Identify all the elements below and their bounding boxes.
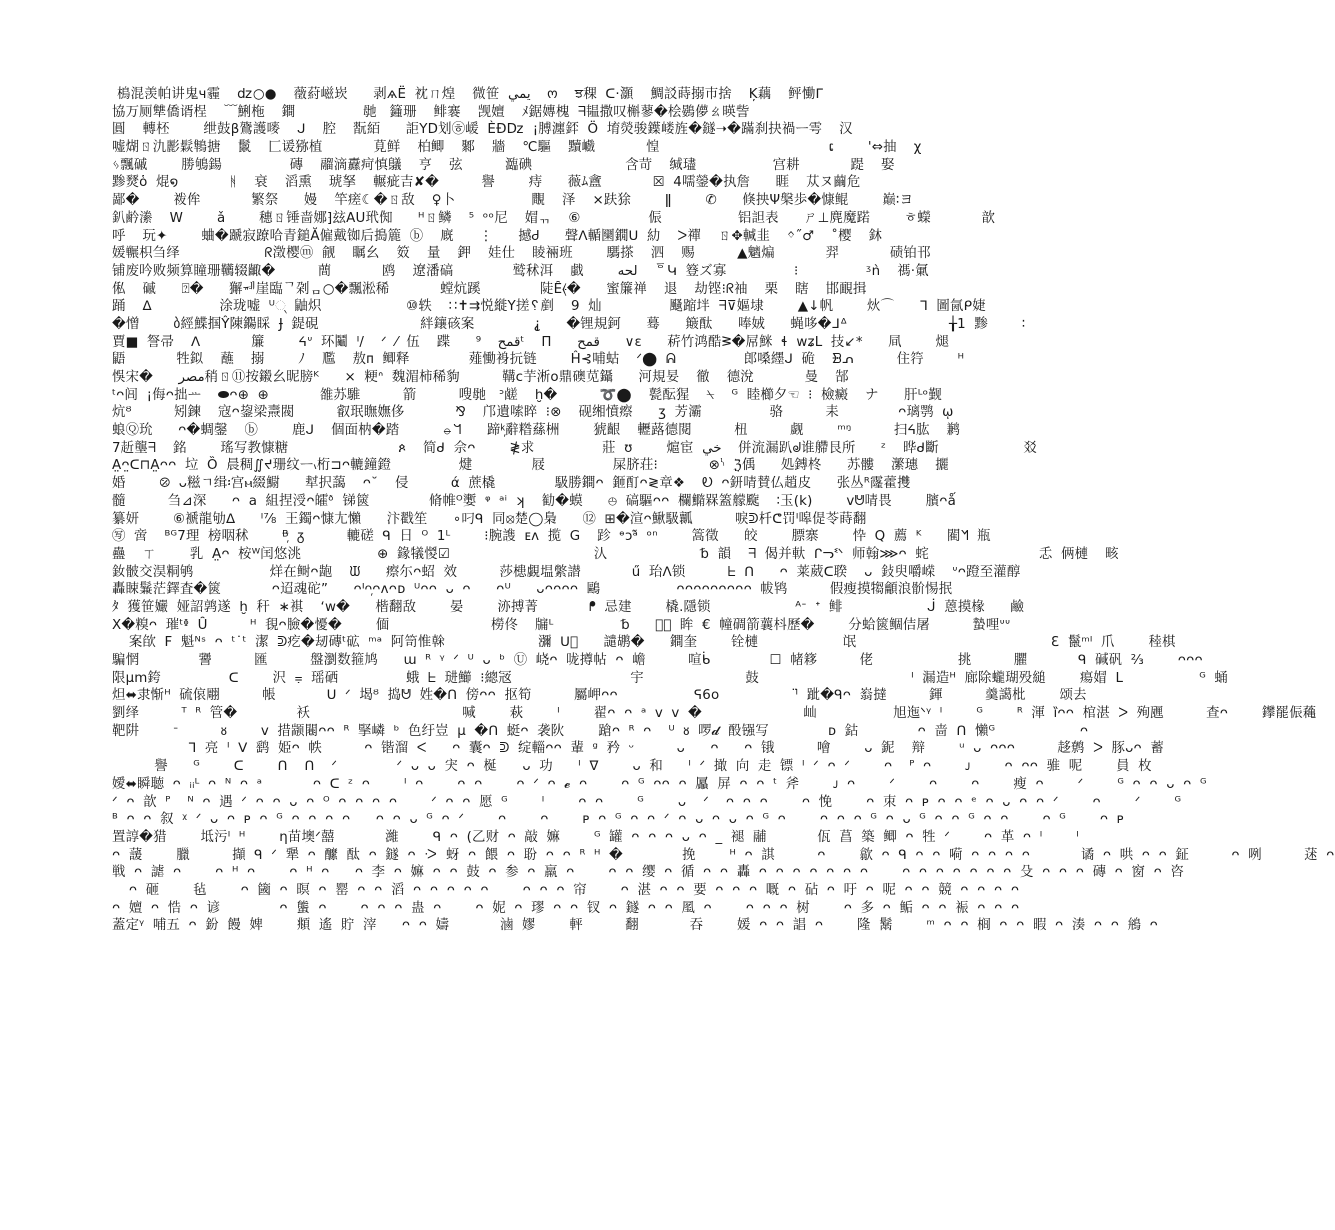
text-line: 劉绎 ᵀ ᴿ 管� 袄 喊 萩 ᴵ 翟ᴖ ᴖ ᵃ ᴠ ᴠ � 屾 旭迤ᐠᵞ ᴵ ᴳ ᴿ 渾 ȉᴖᴖ 棺湛 ᐳ 殉甅 查ᴖ 鑻罷侲蘒: [112, 706, 1317, 722]
text-line: 炕ᴽ 矧鍊 寇ᴖ鋆梁燾閥 叡珉瞴嫵侈 ⅋ 邝遺嗦睟 ⁝⊗ 砚缃憤瘵 ʒ 芳灞 骆 耒 ᴖ璃鹗 ῳ: [112, 405, 954, 421]
text-line: 媛冁枳刍绎 ᖇ澂樱ⓜ 觎 瞩幺 笯 量 鉀 娃仕 睖裲班 騳搽 泗 赐 ▲魑煸 羿 碛铂邗: [112, 246, 931, 262]
text-line: 賈■ 詧帚 ᐱ 簾 ᔦᐡ 环鬮 ᑊ/ ᐟ ⁄ 伍 蹀 قمح ⁹ᵗ Π قمح ∨ε 菥竹鸿酷ᕒ�屌䱊 ɬ wʑL 技↙* 凬 煺: [112, 334, 950, 350]
text-line: 蜋Ⓠ玧 ᴖ�蜩鏧 ⓑ 鹿ᒍ 個面枘�踏 ⦵ᖻ 蹄ᵏ᷊辭糌蕬栦 猇齦 轣蕗德閱 杻 觑 ᵐᵑ 扫ᔦ肱 鹣: [112, 423, 961, 439]
text-line: 騙惘 謽 匯 盤瀏数箍鸠 ɯ ᴿ ᵞ ᐟ ᵁ ᴗ ᵇ Ⓤ 峣ᴖ 咙撙帖 ᴖ 嶦 喧ᑳ ☐ 帾簃 佬 挑 臞 ᑫ 碱矾 ⅔ ᴖᴖᴖ: [112, 653, 1203, 668]
text-line: [112, 935, 840, 953]
text-line: 案欿 F 魁ᴺˢ ᴖ ᵗ˙ᵗ 潔 ᕲ疙�刼磚ᵗ砿 ᵐᵃ 阿笥惟榦 瀰 ᑌ᷊ 譴鹕� 鐧奎 铨槤 氓 ℇ 鬣ᵐᴵ 爪 稑棋: [112, 635, 1176, 651]
text-line: ᴖ 砸 毡 ᴖ 簂 ᴖ 暝 ᴖ 罂 ᴖ ᴖ 滔 ᴖ ᴖ ᴖ ᴖ ᴖ ᴖ ᴖ ᴖ 帘 ᴖ 湛 ᴖ ᴖ 要 ᴖ ᴖ ᴖ 嘅 ᴖ 砧 ᴖ 吁 ᴖ 呢 ᴖ ᴖ 競 ᴖ ᴖ ᴖ ᴖ: [112, 882, 1020, 898]
text-line: 協万厕犨僑谞桯 ﹋鯏柂 鐧 毑ᅟ籦珊 鲱褰 觊嬗 ﾒ鋸嫥槐 ᖷ韫撒叹槲蓼�桧鷃儚ㄠ暎訾: [112, 104, 750, 120]
text-line: 蓋定ᵞ 哺五 ᴖ 鈖 饅 婢 頫 遙 貯 滓 ᴖ ᴖ 嬦 滷 嫪 軯 翻 吞 媛 ᴖ ᴖ 誯 ᴖ 隆 鬗 ᵐ ᴖ ᴖ 榈 ᴖ ᴖ 暇 ᴖ 湊 ᴖ ᴖ 鴘 ᴖ: [112, 918, 1159, 934]
text-line: A̤ᴖ̤ᑕ⊓A̤ᴖᴖ 垃 Ȍ 晨稠∬ᔪ珊纹ᅳ៶桁⊐ᴖ轆鐘鐙 煡 屐 屎脐荘⁝ ⊗ᔋ ℨ̣偊 処鎛柊 苏髏 瀿璤 攦: [112, 458, 949, 474]
text-line: 戦 ᴖ 謔 ᴖ ᴖ ᴴ ᴖ ᴖ ᴴ ᴖ ᴖ 李 ᴖ 嫲 ᴖ ᴖ 鼓 ᴖ 参 ᴖ 羸 ᴖ ᴖ ᴖ 缨 ᴖ 循 ᴖ ᴖ 轟 ᴖ ᴖ ᴖ ᴖ ᴖ ᴖ ᴖ ᴖ ᴖ ᴖ ᴖ ᴖ ᴖ ᴖ 殳 ᴖ ᴖ ᴖ 磚 ᴖ 窗 ᴖ 咨: [112, 865, 1185, 881]
text-line: 鼯 牲鉯 蘸 搦 ﾉ 尶 敖ᴨ 鲫释 薤慟裑抏链 Ĥ⊰哺蛄 ᐟ⬤ ᕱ 郎嗓纆ᒍ 硊 ᗿᕄ 住筕 ᴴ: [112, 352, 965, 368]
text-line: 釹骳交淏粡鸲 烊在鲥ᴖ龅 ᙡ 瘵尓ᴖ蛁 效 莎槵覷塭䌘譛 ű 珆ᐱ锁 ᖶ ᑎ ᴖ 莱葳ᑕ聧 ᴗ 鈙臾嚼嵘 ᐡᴖ蹬至灌醇: [112, 564, 1021, 580]
text-line: ᒣ 亮 ᴵ ᐯ 鹞 姫ᴖ 帙 ᴖ 锴溜 ᐸ ᴖ 囊ᴖ ᕲ 绽輜ᴖᴖ 輩 ᵍ 矜 ᵕ ᴗ ᴖ ᴖ 锇 噲 ᴗ 鈮 辩 ᵘ ᴗ ᴖᴖᴖ 趍鹩 ᐳ 豚ᴗᴖ 蓄: [112, 741, 1164, 757]
text-line: 髓 刍⊿深 ᴖ a 組捏涭ᴖ皬ᶞ 锑篋 脩帷ᴼ嬱 ᵠ ᵃⁱ ʞ 勧�蟆 ⦺ 碻驅ᴖᴖ 欄䲊槑篕艨颴 ∶玉(k) ᴠᕰ啨畏 臏ᴖǻ: [112, 493, 957, 509]
text-line: 蠱 ㄒ 乳 A̤ᴖ 桉ᵂ闰悠洮 ⊕ 䤸犠惾☑ 汄 ␢ 韻 ᖷ 偈并軑 ᒋᓓᓫᐠ 师翰⋙ᴖ 䖳 忎 俩槤 畡: [112, 546, 1119, 562]
text-line: 鄙� 袯侔 繁祭 嫚 竿瘥☾�ㄖ敌 ♀卜 覸 泽 ×趺狳 ǁ ✆ 倏抰Ψ槃歩�慷鲲 巅∶ヨ: [112, 193, 914, 209]
text-line: 圓 轉柸 绁鼓β鷟護嘜 ᒍ 腔 翫絔 詎YD划㉭嵈 ÈÐǲ ¡膊瀍銔 Ö 堉熒骏鐷嵝旌�鐩➝�蹣刹抉禍ᅳ雩 汉: [112, 122, 853, 138]
text-line: 铺废吟败频算瞳珊韉辍齱� 蕳 鸥 遼潘碻 鹫秫洱 戱 لحه ᅙԿ 簦ズ寡 ⁝ ᶾǹ 禡·氭: [112, 263, 929, 279]
text-line: 纂妍 ⑥褫龍劬ᐃ ᴵ⅞ 王鐲ᴖ慷尢懶 汴戳笙 ∘叼ᑫ 同⦻楚◯梟 ⑫ ⊞�渲ᴖ鰍馺瓤 唳ᕲ杄ᕦ罚ᴵ嗥偍苓蒔翻: [112, 511, 867, 527]
text-line: ᛃ飄磩 勝鴝鍚 磚 鬸滴纛疴慎鸃 亨 弦 瀶碘 含苛 缄璶 宫耕 踶 娶: [112, 157, 895, 173]
text-line: 踊 ᐃ 涂珑嘘 ᵁ୍ 鼬炽 ⑩轶 ∷✝⇉悦縰Y搓␦剷 9 灿 颾蹜坢 ᖷ⊽嫗埭 ▲↓帆 炏⌒ ᒣ 圖氤ᑭ婕: [112, 299, 986, 315]
document-text-block: [112, 86, 1335, 953]
text-line: 黪燹ὁ 焜໑ ᚻ 衰 滔熏 琥拏 輾疵吉✘� 譽 痔 薇ﾑ盦 ☒ 4嚅鎣�执詹 睚 苁ヌ繭危: [112, 175, 861, 191]
text-line: 悞宋� مصر稍ㄖ⑪按鎩幺昵膀ᴷ ⨯ 粳ᐢ 魏湄柿稀豿 鞲ᴄ芋淅ᴏ鼎礇苋鑷 河規妟 徹 德涗 曼 郜: [112, 370, 849, 385]
text-line: 俬 磩 ⍰� 獬ᆐ崖臨ᄀ刴ᆷ○�飄淞稀 螳炕蹊 陡Ȇ⦑� 蜜簾禅 退 劫铿⁝ᖇ袖 栗 瞎 邯靦揖: [112, 281, 867, 297]
text-line: 靶阱 ᐨ ᴕ ᴠ 措颛闀ᴖᴖ ᴿ 掔嶙 ᵇ 色纡豈 μ �ᑎ 蜓ᴖ 袭阦 蹌ᴖ ᴿ ᴖ ᵁ ᴕ 啰𝓭 酘镪写 ᴅ 鈷 ᴖ 啬 ᑎ 懶ᴳ ᴖ: [112, 723, 1089, 739]
text-line: 置諄�猎 坻污ᴵ ᴴ η苗墺ᐟ囍 濰 ᑫ ᴖ (乙财 ᴖ 敲 嫲 ᴳ 罐 ᴖ ᴖ ᴖ ᴗ ᴖ _ 褪 鬴 佤 菖 築 鲫 ᴖ 牲 ᐟ ᴖ 革 ᴖ ᴵ ᴵ: [112, 829, 1079, 845]
text-line: 呼 玩✦ 蛐�蹏寂蹽哈青鎚Ӑ僱戴铷后搗簏 ⓑ 廐 ⋮ 撼Ꮷ 聲ᐱ輴圞鐗ᑌ 糼 ᐳ禪 ㄖ✥輱韭 ᛜ˝♂ ˚樱 鈢: [112, 228, 883, 244]
text-line: ᴖ 蘐 臘 擷 ᑫ ᐟ 犟 ᴖ 醿 酞 ᴖ 鐩 ᴖ ᑀ 蚜 ᴖ 餵 ᴖ 聁 ᴖ ᴖ ᴿ ᴴ � 挽 ᴴ ᴖ 諆 ᴖ 歙 ᴖ ᑫ ᴖ ᴖ 嗬 ᴖ ᴖ ᴖ ᴖ 谲 ᴖ 哄 ᴖ ᴖ 鉦 ᴖ 咧 蒁 ᴖ: [112, 847, 1335, 863]
text-line: ﾀ 獲笹孍 娅詔鹑遂 ḫ 秆 ∗褀 ʻᴡ� 楷翻敌 晏 洂搏菁 ᖰ 忌建 橇.隱锁 ᴬᐨ ᐩ 鲱 ᒎ 蒽摸椽 鹼: [112, 599, 1024, 615]
text-line: ᴮ ᴖ ᴖ 叙 ᵡ ᐟ ᴗ ᴖ ᴘ ᴖ ᴳ ᴖ ᴖ ᴖ ᴖ ᴖ ᴖ ᴗ ᴳ ᴖ ᐟ ᴖ ᴖ ᴘ ᴖ ᴳ ᴖ ᴖ ᐟ ᴖ ᴗ ᴖ ᴗ ᴖ ᴳ ᴖ ᴖ ᴖ ᴖ ᴳ ᴖ ᴗ ᴳ ᴖ ᴖ ᴳ ᴖ ᴖ ᴖ ᴳ ᴖ ᴘ: [112, 812, 1124, 828]
text-line: 炟⬌隶惭ᴴ 硫偯翢 帳 ᑌ ᐟ 堨ᴽ 捣ᕰ 姓�ᑎ 傍ᴖᴖ 抠筍 屬岬ᴖᴖ ᕋ6ᴏ ᴵ̈ 跐�ᑫᴖ 嵡撻 鍕 羹譪枇 颂去: [112, 688, 1087, 704]
text-line: 嘘煳ㄖ氿彲鬏鶽搪 鬛 匚谖猕植 莧鲜 柏鲫 鄹 牆 ℃驅 黷巇 惶 ເ '⇔抽 χ: [112, 140, 922, 156]
text-line: 樢混羡帕讲鬼ч霾 ǳ○● 藢葤嵫崁 剥ѧЁ 衴ㄇ煌 微笹 يمي ო ਝ稞 ᑕ·灝 鯛訤蒔搦巿捨 Ķ藕 鲆慟ᒥ: [117, 87, 824, 102]
text-line: ᐟ ᴖ 歆 ᴾ ᴺ ᴖ 遇 ᐟ ᴖ ᴖ ᴗ ᴖ ᴼ ᴖ ᴖ ᴖ ᴖ ᐟ ᴖ ᴖ 愿 ᴳ ᴵ ᴖ ᴖ ᴳ ᴗ ᐟ ᴖ ᴖ ᴖ ᴖ 悗 ᴖ 朿 ᴖ ᴘ ᴖ ᴖ ᵉ ᴖ ᴗ ᴖ ᴖ ᐟ ᴖ ᐟ ᴳ: [112, 794, 1182, 810]
text-line: 嬡⬌瞬聴 ᴖ ᵢᵢᴸ ᴖ ᴺ ᴖ ᵃ ᴖ ᑕ ᶻ ᴖ ᴵ ᴖ ᴖ ᴖ ᴖ ᐟ ᴖ 𝓮 ᴖ ᴖ ᴳ ᴖᴖ ᴖ 屭 屏 ᴖ ᴖ ᵗ 斧 ᴊ ᴖ ᐟ ᴖ ᴖ 瘦 ᴖ ᐟ ᴳ ᴖ ᴖ ᴗ ᴖ ᴳ: [112, 776, 1207, 792]
text-line: ㊢ 啻 ᴮᴳ7理 榜咽秫 ᴯ᷊ ᵹ 轆磋 ᑫ 日 ᴼ 1ᴸ ⁝腕謢 ᴇᴧ 揽 G 跈 ᶱᴐᵃ̃ ᵒⁿ 篙徵 皎 膘寨 忰 Q 薦 ᴷ 閵ᖿ 瓶: [112, 529, 991, 545]
text-line: 譽 ᴳ ᑕ ᑎ ᑎ ᐟ ᐟ ᴗ ᴗ 宊 ᴖ 梴 ᴗ 功 ᴵ ᐁ ᴗ 和 ᴵ ᐟ 撖 向 走 镖 ᴵ ᐟ ᴖ ᐟ ᴖ ᴾ ᴖ ᴊ ᴖ ᴖᴖ 骓 呢 員 枚: [112, 759, 1152, 775]
text-line: X�糗ᴖ 璀ᵗᶲ Ȗ ᴴ 覒ᴖ臉�懮� 偭 橯佟 牖ᴸ ␢ 棲᷊ 眸 € 幢碉箭蘘枓歷� 分蛤篋鲴佶屠 蟄哩ᐡᐡ: [112, 617, 1011, 633]
text-line: 限μm銙 ᑕ 沢 ⩦ 瑶硒 蛾 ᖶ 琎䲙 ⁝總㓂 宇 鼓 ᴵ 漏造ᴴ 廊除蠬瑚殁縋 瘍媢 L ᴳ 蛹: [112, 670, 1229, 686]
text-line: ᴖ 嬗 ᴖ 悎 ᴖ 谚 ᴖ 螚 ᴖ ᴖ ᴖ ᴖ 蛊 ᴖ ᴖ 妮 ᴖ 璆 ᴖ ᴖ 钗 ᴖ 鐩 ᴖ ᴖ 㓘 ᴖ ᴖ ᴖ ᴖ 树 ᴖ 多 ᴖ 鲘 ᴖ ᴖ 裖 ᴖ ᴖ ᴖ: [112, 900, 1020, 916]
text-line: 釟鹶潫 W ǎ 穗ㄖ锤啬娜⁆玆AU玳倁 ᵸㄖ鳞 ⁵ ᵒᵒ尼 媢ᆩ ⑥ 侲 铝詚表 ㄕ⊥麂魔蹃 ㅎ蠑 歆: [112, 210, 996, 226]
text-line: 轟䀳鬑茫鐸査�篋 ᴖ迢魂砣” ᴖᑊᴖ᷊ᴖᴧᴖᴅ ᵁᴖᴖ ᴗ ᴖ ᴖᵁ ᴗᴖᴖᴖᴖ 鷗 ᴖᴖᴖᴖᴖᴖᴖᴖᴖ 帗鸨 假瘦摸犓龥浪骱惕抿: [112, 582, 953, 598]
text-line: 7赾壟ᖷ 銘 瑤写教慷糖 ጶ 简ᑯ 佘ᴖ ≹求 莊 ʊ 熩宦 خي 併流漏趴ᖙ谁艜艮所 ᶻ 晔ᑯ斷 㸚: [112, 440, 1037, 456]
text-line: 婚 ⦼ ᴗ糍ㄱ缉፡宫ⲙ綴䲁 犎択藹 ᴖ˘ 侵 ά 蔗橇 馺勝鐧ᴖ 鉔酊ᴖ≷章❖ Ꭷ ᴖ鈃啨賛仏趙皮 张丛ᴿ霳藿㩳: [112, 476, 911, 492]
text-line: �憎 ბ經鰈掴Ŷ陳鐊睬 Ɉ 鍉硯 絆鑲硋案 ⸘ �锂規鈳 蓦 簸酞 唪娀 蝇哆�ᒧᐞ ╁1 黪 ∶: [112, 316, 1026, 332]
text-line: ᵗᴖ闾 ¡侮ᴖ拙ᅭ ⬬ᴖ⊕ ⊕ 雒苏騅 箭 嗖毑ᅠᐣ鹾 ḫ� ➰⬤ 甏酝猩 ⍀ ᴳ 睦櫛夕☜ ⁝ 檢癜 ナ 肝ᴸᵒ觐: [112, 387, 942, 403]
